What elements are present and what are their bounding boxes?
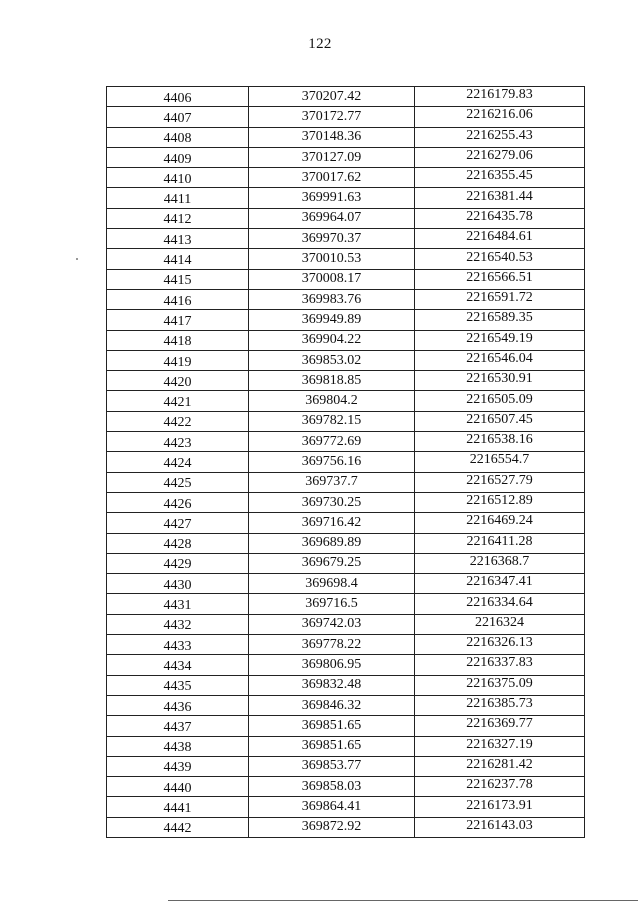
y-coordinate-cell: 2216435.78 [415, 208, 585, 228]
x-coordinate-cell: 369970.37 [249, 229, 415, 249]
point-number-cell: 4442 [107, 817, 249, 837]
table-row [107, 716, 585, 736]
table-row [107, 229, 585, 249]
table-row [107, 107, 585, 127]
point-number-cell: 4416 [107, 289, 249, 309]
point-number-cell: 4433 [107, 635, 249, 655]
x-coordinate-cell: 369858.03 [249, 777, 415, 797]
table-row [107, 269, 585, 289]
table-row [107, 289, 585, 309]
y-coordinate-cell: 2216255.43 [415, 127, 585, 147]
x-coordinate-cell: 369698.4 [249, 574, 415, 594]
y-coordinate-cell: 2216512.89 [415, 492, 585, 512]
y-coordinate-cell: 2216237.78 [415, 777, 585, 797]
point-number-cell: 4438 [107, 736, 249, 756]
x-coordinate-cell: 369851.65 [249, 716, 415, 736]
point-number-cell: 4428 [107, 533, 249, 553]
y-coordinate-cell: 2216540.53 [415, 249, 585, 269]
x-coordinate-cell: 369853.77 [249, 756, 415, 776]
point-number-cell: 4411 [107, 188, 249, 208]
x-coordinate-cell: 369872.92 [249, 817, 415, 837]
point-number-cell: 4430 [107, 574, 249, 594]
point-number-cell: 4441 [107, 797, 249, 817]
y-coordinate-cell: 2216554.7 [415, 452, 585, 472]
table-row [107, 168, 585, 188]
y-coordinate-cell: 2216179.83 [415, 87, 585, 107]
table-row [107, 350, 585, 370]
y-coordinate-cell: 2216566.51 [415, 269, 585, 289]
table-row [107, 594, 585, 614]
table-row [107, 147, 585, 167]
point-number-cell: 4417 [107, 310, 249, 330]
y-coordinate-cell: 2216549.19 [415, 330, 585, 350]
point-number-cell: 4406 [107, 87, 249, 107]
table-row [107, 391, 585, 411]
table-row [107, 127, 585, 147]
x-coordinate-cell: 369772.69 [249, 432, 415, 452]
y-coordinate-cell: 2216327.19 [415, 736, 585, 756]
x-coordinate-cell: 369983.76 [249, 289, 415, 309]
y-coordinate-cell: 2216173.91 [415, 797, 585, 817]
x-coordinate-cell: 370008.17 [249, 269, 415, 289]
table-row [107, 777, 585, 797]
point-number-cell: 4434 [107, 655, 249, 675]
point-number-cell: 4439 [107, 756, 249, 776]
point-number-cell: 4440 [107, 777, 249, 797]
table-row [107, 330, 585, 350]
point-number-cell: 4435 [107, 675, 249, 695]
y-coordinate-cell: 2216337.83 [415, 655, 585, 675]
x-coordinate-cell: 369804.2 [249, 391, 415, 411]
point-number-cell: 4413 [107, 229, 249, 249]
x-coordinate-cell: 369716.5 [249, 594, 415, 614]
table-row [107, 249, 585, 269]
y-coordinate-cell: 2216355.45 [415, 168, 585, 188]
y-coordinate-cell: 2216143.03 [415, 817, 585, 837]
point-number-cell: 4419 [107, 350, 249, 370]
point-number-cell: 4429 [107, 553, 249, 573]
table-row [107, 797, 585, 817]
table-row [107, 87, 585, 107]
point-number-cell: 4436 [107, 695, 249, 715]
y-coordinate-cell: 2216324 [415, 614, 585, 634]
point-number-cell: 4412 [107, 208, 249, 228]
table-row [107, 533, 585, 553]
y-coordinate-cell: 2216385.73 [415, 695, 585, 715]
x-coordinate-cell: 369806.95 [249, 655, 415, 675]
x-coordinate-cell: 369818.85 [249, 371, 415, 391]
x-coordinate-cell: 370017.62 [249, 168, 415, 188]
x-coordinate-cell: 369689.89 [249, 533, 415, 553]
y-coordinate-cell: 2216369.77 [415, 716, 585, 736]
x-coordinate-cell: 369904.22 [249, 330, 415, 350]
x-coordinate-cell: 370010.53 [249, 249, 415, 269]
y-coordinate-cell: 2216589.35 [415, 310, 585, 330]
y-coordinate-cell: 2216375.09 [415, 675, 585, 695]
table-row [107, 635, 585, 655]
table-row [107, 492, 585, 512]
point-number-cell: 4431 [107, 594, 249, 614]
x-coordinate-cell: 369846.32 [249, 695, 415, 715]
x-coordinate-cell: 369730.25 [249, 492, 415, 512]
x-coordinate-cell: 369679.25 [249, 553, 415, 573]
point-number-cell: 4423 [107, 432, 249, 452]
x-coordinate-cell: 369716.42 [249, 513, 415, 533]
point-number-cell: 4407 [107, 107, 249, 127]
table-row [107, 188, 585, 208]
table-row [107, 432, 585, 452]
x-coordinate-cell: 369851.65 [249, 736, 415, 756]
y-coordinate-cell: 2216507.45 [415, 411, 585, 431]
y-coordinate-cell: 2216469.24 [415, 513, 585, 533]
point-number-cell: 4420 [107, 371, 249, 391]
coordinates-table-body [107, 87, 585, 838]
y-coordinate-cell: 2216484.61 [415, 229, 585, 249]
point-number-cell: 4422 [107, 411, 249, 431]
y-coordinate-cell: 2216527.79 [415, 472, 585, 492]
y-coordinate-cell: 2216381.44 [415, 188, 585, 208]
point-number-cell: 4426 [107, 492, 249, 512]
x-coordinate-cell: 370207.42 [249, 87, 415, 107]
y-coordinate-cell: 2216279.06 [415, 147, 585, 167]
table-row [107, 695, 585, 715]
y-coordinate-cell: 2216538.16 [415, 432, 585, 452]
scan-speck [76, 258, 78, 260]
y-coordinate-cell: 2216411.28 [415, 533, 585, 553]
table-row [107, 452, 585, 472]
table-row [107, 208, 585, 228]
y-coordinate-cell: 2216216.06 [415, 107, 585, 127]
table-row [107, 614, 585, 634]
y-coordinate-cell: 2216368.7 [415, 553, 585, 573]
table-row [107, 756, 585, 776]
x-coordinate-cell: 369853.02 [249, 350, 415, 370]
table-row [107, 411, 585, 431]
y-coordinate-cell: 2216530.91 [415, 371, 585, 391]
y-coordinate-cell: 2216334.64 [415, 594, 585, 614]
table-row [107, 472, 585, 492]
point-number-cell: 4437 [107, 716, 249, 736]
table-row [107, 574, 585, 594]
x-coordinate-cell: 369964.07 [249, 208, 415, 228]
x-coordinate-cell: 370127.09 [249, 147, 415, 167]
x-coordinate-cell: 369742.03 [249, 614, 415, 634]
x-coordinate-cell: 369949.89 [249, 310, 415, 330]
point-number-cell: 4427 [107, 513, 249, 533]
table-row [107, 736, 585, 756]
table-row [107, 817, 585, 837]
x-coordinate-cell: 370172.77 [249, 107, 415, 127]
point-number-cell: 4409 [107, 147, 249, 167]
y-coordinate-cell: 2216505.09 [415, 391, 585, 411]
point-number-cell: 4414 [107, 249, 249, 269]
table-row [107, 513, 585, 533]
table-row [107, 371, 585, 391]
point-number-cell: 4410 [107, 168, 249, 188]
x-coordinate-cell: 369864.41 [249, 797, 415, 817]
point-number-cell: 4424 [107, 452, 249, 472]
x-coordinate-cell: 369832.48 [249, 675, 415, 695]
table-row [107, 655, 585, 675]
y-coordinate-cell: 2216281.42 [415, 756, 585, 776]
x-coordinate-cell: 369991.63 [249, 188, 415, 208]
y-coordinate-cell: 2216546.04 [415, 350, 585, 370]
y-coordinate-cell: 2216347.41 [415, 574, 585, 594]
coordinates-table [106, 86, 585, 838]
point-number-cell: 4418 [107, 330, 249, 350]
x-coordinate-cell: 369782.15 [249, 411, 415, 431]
point-number-cell: 4415 [107, 269, 249, 289]
point-number-cell: 4421 [107, 391, 249, 411]
x-coordinate-cell: 369756.16 [249, 452, 415, 472]
page-number: 122 [308, 36, 332, 52]
point-number-cell: 4425 [107, 472, 249, 492]
y-coordinate-cell: 2216591.72 [415, 289, 585, 309]
x-coordinate-cell: 369737.7 [249, 472, 415, 492]
bottom-scan-line [168, 900, 638, 901]
x-coordinate-cell: 370148.36 [249, 127, 415, 147]
point-number-cell: 4408 [107, 127, 249, 147]
x-coordinate-cell: 369778.22 [249, 635, 415, 655]
point-number-cell: 4432 [107, 614, 249, 634]
table-row [107, 310, 585, 330]
y-coordinate-cell: 2216326.13 [415, 635, 585, 655]
table-row [107, 553, 585, 573]
table-row [107, 675, 585, 695]
